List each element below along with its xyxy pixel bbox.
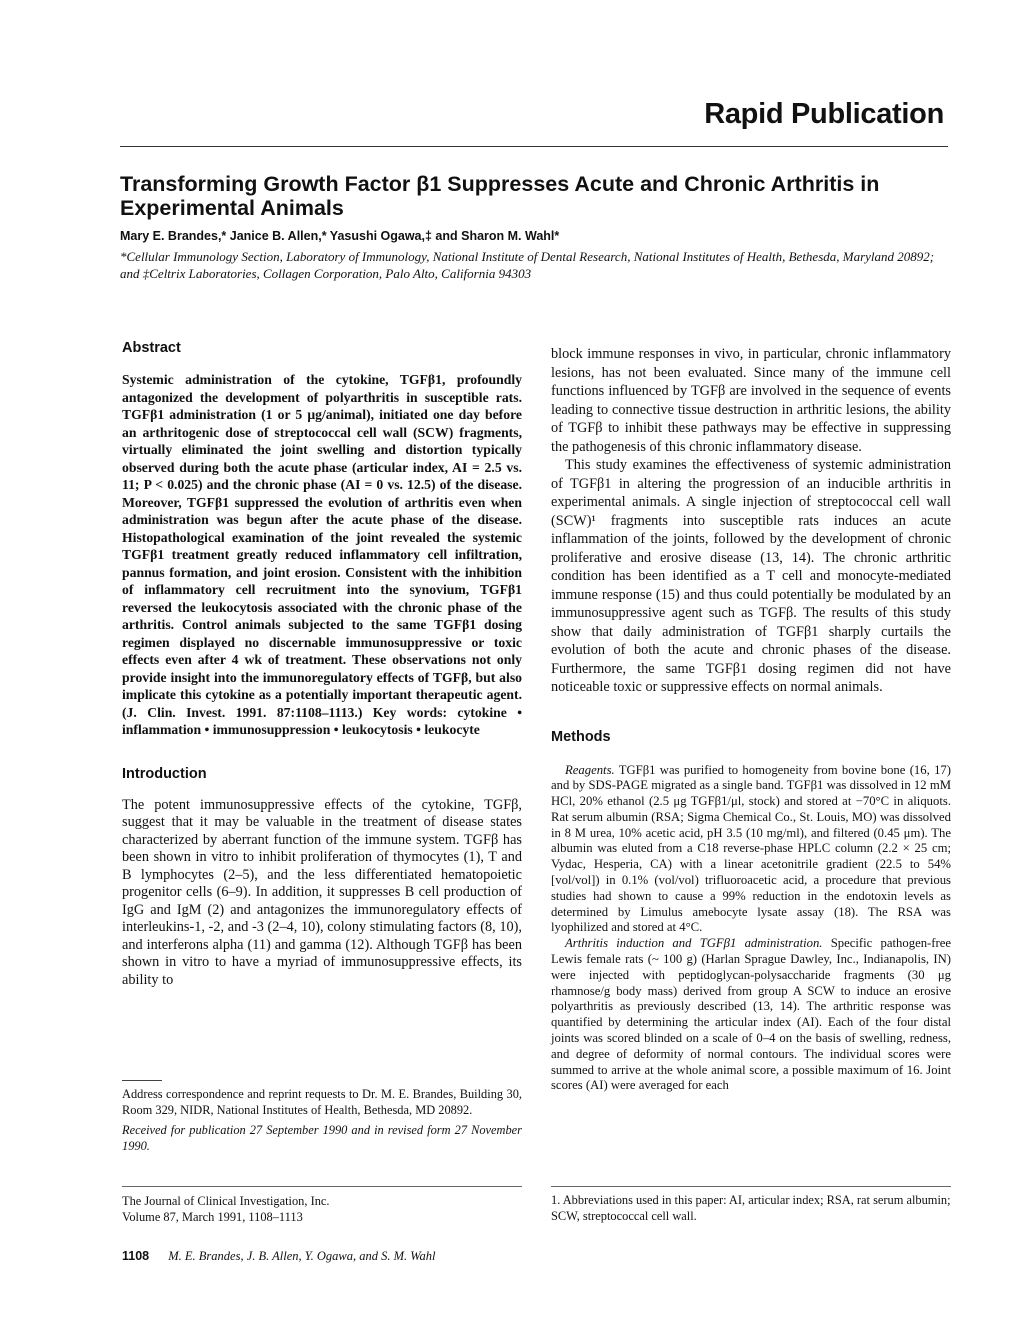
header-rule [120,146,948,147]
journal-info [122,1188,522,1225]
methods-heading: Methods [551,728,611,745]
introduction-paragraph-2: This study examines the effectiveness of systemic administration of TGFβ1 in altering the progression of an inducible arthritis in experimental animals. A single injection of streptococcal cell wall (SCW)¹ fragments into susceptible rats induces an acute inflammation of the joints, followed by the development of chronic proliferative and erosive disease (13, 14). The chronic arthritic condition has been identified as a T cell and monocyte-mediated immune response (15) and thus could potentially be modulated by an immunosuppressive agent such as TGFβ. The results of this study show that daily administration of TGFβ1 sharply curtails the evolution of both the acute and chronic phases of the disease. Furthermore, the same TGFβ1 dosing regimen did not have noticeable toxic or suppressive effects on normal animals. [551,457,951,695]
journal-volume: Volume 87, March 1991, 1108–1113 [122,1209,303,1224]
introduction-text-continued: block immune responses in vivo, in particular, chronic inflammatory lesions, has not been evaluated. Since many of the immune cell functions influenced by TGFβ are involved in the sequence of events leading to connective tissue destruction in arthritic lesions, the ability of TGFβ to inhibit these pathways may be effective in suppressing the pathogenesis of this chronic inflammatory disease. [551,346,951,455]
introduction-text: The potent immunosuppressive effects of the cytokine, TGFβ, suggest that it may be valuable in the treatment of disease states characterized by aberrant function of the immune system. TGFβ has been shown in vitro to inhibit proliferation of thymocytes (1), T and B lymphocytes (2–5), and the less differentiated hematopoietic progenitor cells (6–9). In addition, it suppresses B cell production of IgG and IgM (2) and antagonizes the immunoregulatory effects of interleukins-1, -2, and -3 (2–4, 10), colony stimulating factors (8, 10), and interferons alpha (11) and gamma (12). Although TGFβ has been shown in vitro to have a myriad of immunosuppressive effects, its ability to [122,796,522,988]
correspondence-text: Address correspondence and reprint requests to Dr. M. E. Brandes, Building 30, Room 329, NIDR, National Institutes of Health, Bethesda, MD 20892. [122,1087,522,1117]
abstract-heading: Abstract [122,340,181,356]
journal-rule [122,1186,522,1187]
introduction-heading: Introduction [122,765,207,782]
right-footnote-rule [551,1186,951,1187]
abstract-text: Systemic administration of the cytokine, TGFβ1, profoundly antagonized the development of polyarthritis in susceptible rats. TGFβ1 administration (1 or 5 μg/animal), initiated one day before an arthritogenic dose of streptococcal cell wall (SCW) fragments, virtually eliminated the joint swelling and distortion typically observed during both the acute phase (articular index, AI = 2.5 vs. 11; P < 0.025) and the chronic phase (AI = 0 vs. 12.5) of the disease. Moreover, TGFβ1 suppressed the evolution of arthritis even when administration was begun after the acute phase of the disease. Histopathological examination of the joint revealed the systemic TGFβ1 treatment greatly reduced inflammatory cell infiltration, pannus formation, and joint erosion. Consistent with the inhibition of inflammatory cell recruitment into the synovium, TGFβ1 reversed the leukocytosis associated with the chronic phase of the arthritis. Control animals subjected to the same TGFβ1 dosing regimen displayed no discernable immunosuppressive or toxic effects even after 4 wk of treatment. These observations not only provide insight into the immunoregulatory effects of TGFβ, but also implicate this cytokine as a potentially important therapeutic agent. (J. Clin. Invest. 1991. 87:1108–1113.) Key words: cytokine • inflammation • immunosuppression • leukocytosis • leukocyte [122,372,522,737]
affiliation: *Cellular Immunology Section, Laboratory of Immunology, National Institute of Dental Research, National Institutes of Health, Bethesda, Maryland 20892; and ‡Celtrix Laboratories, Collagen Corporation, Palo Alto, California 94303 [120,249,935,281]
page-footer [122,1249,436,1264]
running-authors: M. E. Brandes, J. B. Allen, Y. Ogawa, and S. M. Wahl [168,1249,436,1263]
left-column [122,340,522,989]
page-number: 1108 [122,1249,150,1263]
received-date: Received for publication 27 September 1990 and in revised form 27 November 1990. [122,1123,522,1153]
footnote-rule [122,1080,162,1081]
right-column [551,345,951,1094]
reagents-run-in-head: Reagents. [565,762,615,777]
reagents-text: TGFβ1 was purified to homogeneity from bovine bone (16, 17) and by SDS-PAGE migrated as a single band. TGFβ1 was dissolved in 12 mM HCl, 20% ethanol (2.5 μg TGFβ1/μl, stock) and stored at −70°C in aliquots. Rat serum albumin (RSA; Sigma Chemical Co., St. Louis, MO) was dissolved in 8 M urea, 10% acetic acid, pH 3.5 (10 mg/ml), and filtered (0.45 μm). The albumin was eluted from a C18 reverse-phase HPLC column (2.2 × 25 cm; Vydac, Hesperia, CA) with a linear acetonitrile gradient (22.5 to 54% [vol/vol]) in 0.1% (vol/vol) trifluoroacetic acid, a procedure that previous studies had shown to cause a 99% reduction in the endotoxin levels as determined by Limulus amebocyte lysate assay (18). The RSA was lyophilized and stored at 4°C. [551,762,951,935]
methods-reagents [551,763,951,937]
correspondence-footnote [122,1080,522,1154]
arthritis-text: Specific pathogen-free Lewis female rats (~ 100 g) (Harlan Sprague Dawley, Inc., Indianapolis, IN) were injected with peptidoglycan-polysaccharide fragments (30 μg rhamnose/g body mass) derived from group A SCW to induce an erosive polyarthritis as previously described (13, 14). The arthritic response was quantified by determining the articular index (AI). Each of the four distal joints was scored blinded on a scale of 0–4 on the basis of swelling, redness, and degree of deformity of normal contours. The individual scores were summed to arrive at the whole animal score, a possible maximum of 16. Joint scores (AI) were averaged for each [551,936,951,1093]
article-title: Transforming Growth Factor β1 Suppresses Acute and Chronic Arthritis in Experimental Animals [120,172,880,220]
author-list: Mary E. Brandes,* Janice B. Allen,* Yasushi Ogawa,‡ and Sharon M. Wahl* [120,229,560,243]
methods-arthritis-induction [551,936,951,1094]
section-label: Rapid Publication [704,98,944,130]
arthritis-run-in-head: Arthritis induction and TGFβ1 administration. [565,936,823,951]
journal-name: The Journal of Clinical Investigation, Inc. [122,1194,330,1208]
abbreviations-footnote: 1. Abbreviations used in this paper: AI, articular index; RSA, rat serum albumin; SCW, streptococcal cell wall. [551,1193,951,1223]
